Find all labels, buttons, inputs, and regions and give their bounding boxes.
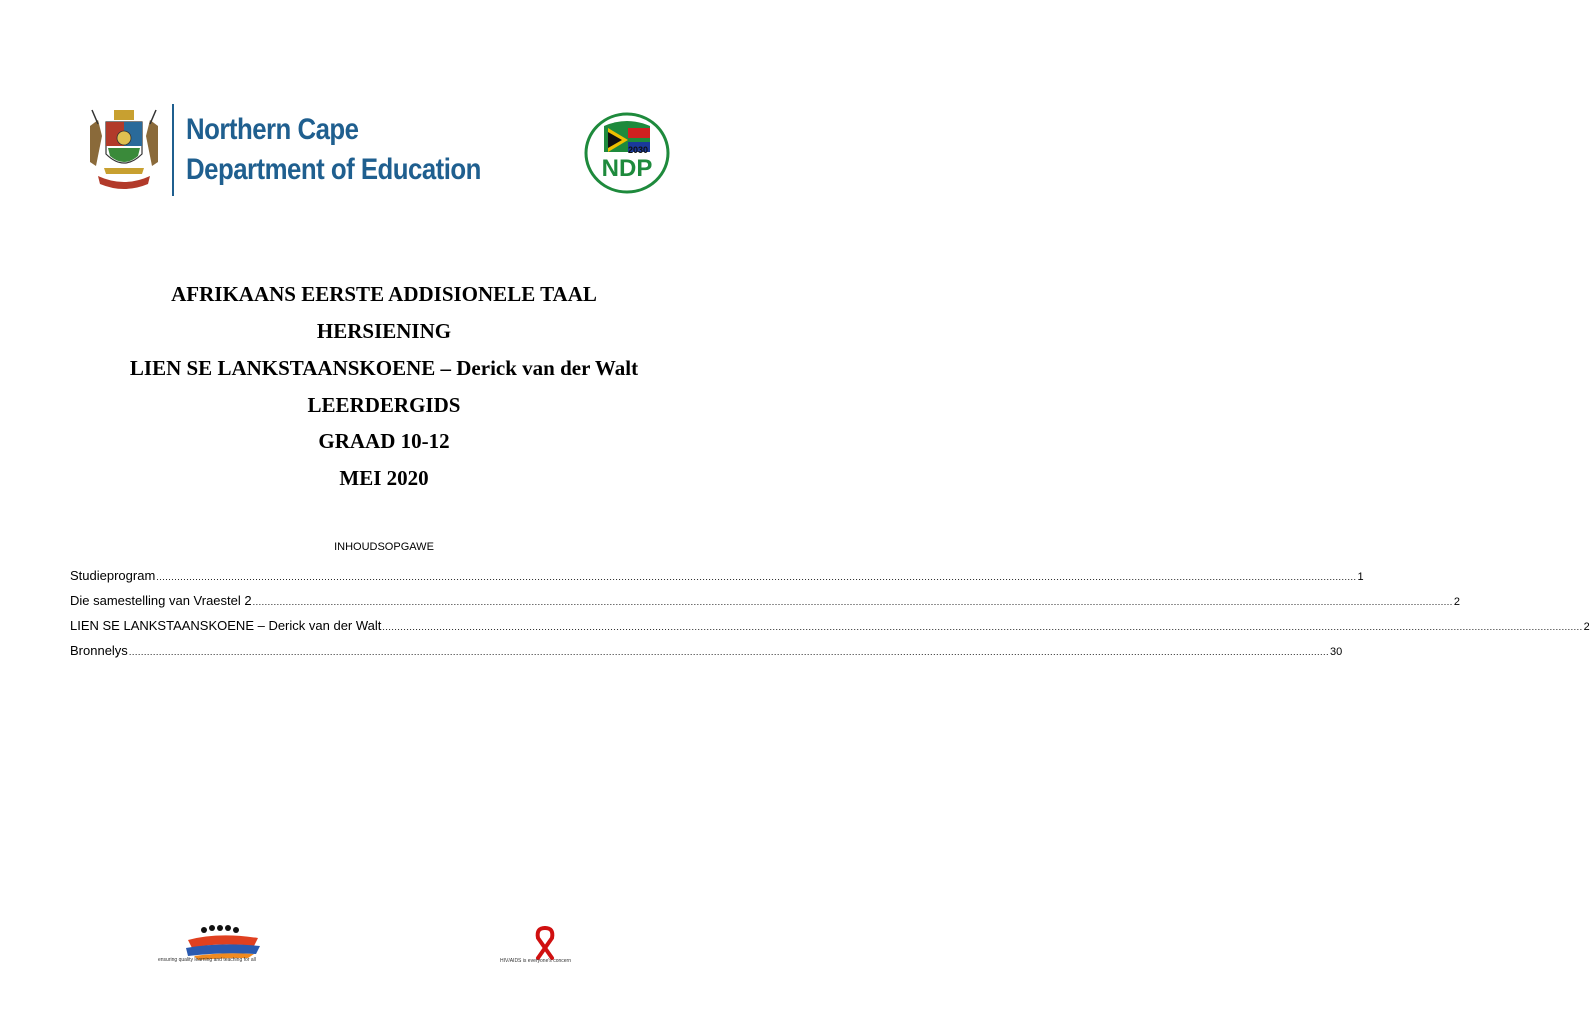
coat-of-arms-icon [84, 106, 164, 192]
toc-entry[interactable] [70, 617, 1590, 635]
toc-entry-page: 2 [1583, 621, 1590, 633]
title-date: MEI 2020 [339, 466, 429, 490]
department-name-line1: Northern Cape [186, 113, 359, 146]
header-divider [172, 104, 174, 196]
ndp-year: 2030 [628, 145, 649, 155]
ndp-text: NDP [601, 155, 653, 182]
ndp-logo-icon [584, 112, 670, 194]
toc-entry[interactable] [70, 642, 1343, 660]
toc-entry[interactable] [70, 567, 1364, 585]
toc-entry-page: 30 [1330, 646, 1343, 658]
toc-entry-label: Studieprogram [70, 568, 156, 583]
toc-entry[interactable] [70, 592, 1460, 610]
footer-tagline-right: HIV/AIDS is everyone's concern [500, 958, 571, 964]
title-revision: HERSIENING [316, 319, 452, 343]
toc-entry-page: 1 [1357, 571, 1364, 583]
toc-entry-page: 2 [1453, 596, 1460, 608]
red-ribbon-icon [528, 924, 562, 960]
toc-entry-label: Die samestelling van Vraestel 2 [70, 593, 252, 608]
footer-tagline-left: ensuring quality learning and teaching for all [158, 957, 256, 963]
toc-entry-label: Bronnelys [70, 643, 128, 658]
title-book: LIEN SE LANKSTAANSKOENE – Derick van der Walt [129, 356, 639, 380]
department-name-line2: Department of Education [186, 153, 481, 186]
toc-heading: INHOUDSOPGAWE [334, 541, 434, 553]
toc-leader-dots: ................................................................................................................................................................................................................................................................................................................................................................................................................ [382, 622, 1583, 632]
title-guide: LEERDERGIDS [307, 393, 461, 417]
toc-entry-label: LIEN SE LANKSTAANSKOENE – Derick van der Walt [70, 618, 382, 633]
title-subject: AFRIKAANS EERSTE ADDISIONELE TAAL [171, 282, 597, 306]
toc-leader-dots: ................................................................................................................................................................................................................................................................................................................................................................................................................ [156, 572, 1357, 582]
toc-leader-dots: ................................................................................................................................................................................................................................................................................................................................................................................................................ [252, 597, 1453, 607]
toc-leader-dots: ................................................................................................................................................................................................................................................................................................................................................................................................................ [128, 647, 1330, 657]
title-grade: GRAAD 10-12 [318, 429, 450, 453]
